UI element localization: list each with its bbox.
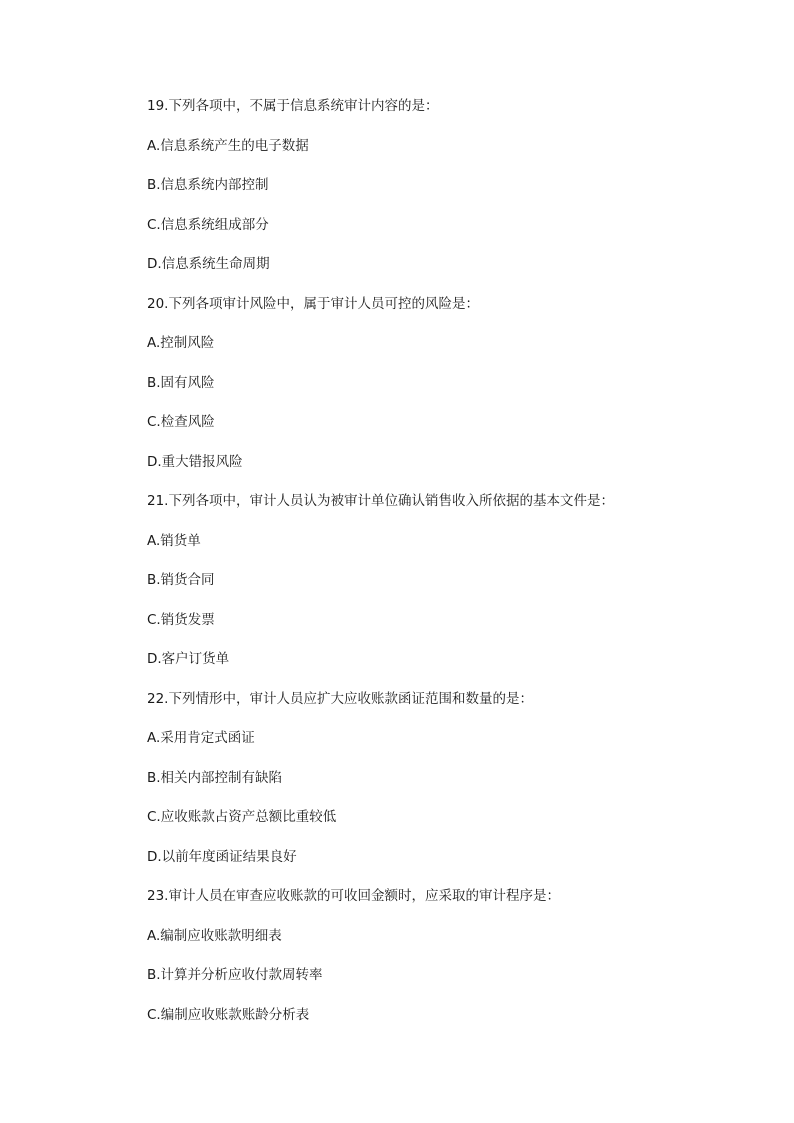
question-20-option-b: B.固有风险 bbox=[147, 375, 215, 391]
question-22-option-d: D.以前年度函证结果良好 bbox=[147, 849, 297, 865]
question-21-option-c: C.销货发票 bbox=[147, 612, 215, 628]
question-20-stem: 20.下列各项审计风险中，属于审计人员可控的风险是： bbox=[147, 296, 479, 312]
question-19-option-b: B.信息系统内部控制 bbox=[147, 177, 269, 193]
question-23-option-a: A.编制应收账款明细表 bbox=[147, 928, 282, 944]
question-20-option-a: A.控制风险 bbox=[147, 335, 215, 351]
question-20-option-d: D.重大错报风险 bbox=[147, 454, 243, 470]
question-23-stem: 23.审计人员在审查应收账款的可收回金额时，应采取的审计程序是： bbox=[147, 888, 560, 904]
question-23-option-b: B.计算并分析应收付款周转率 bbox=[147, 967, 323, 983]
question-21-option-a: A.销货单 bbox=[147, 533, 201, 549]
question-23-option-c: C.编制应收账款账龄分析表 bbox=[147, 1007, 310, 1023]
question-21-option-b: B.销货合同 bbox=[147, 572, 215, 588]
question-21-option-d: D.客户订货单 bbox=[147, 651, 230, 667]
question-22-option-a: A.采用肯定式函证 bbox=[147, 730, 255, 746]
question-21-stem: 21.下列各项中，审计人员认为被审计单位确认销售收入所依据的基本文件是： bbox=[147, 493, 614, 509]
question-19-stem: 19.下列各项中，不属于信息系统审计内容的是： bbox=[147, 98, 439, 114]
question-22-option-b: B.相关内部控制有缺陷 bbox=[147, 770, 283, 786]
question-19-option-a: A.信息系统产生的电子数据 bbox=[147, 138, 309, 154]
question-19-option-d: D.信息系统生命周期 bbox=[147, 256, 270, 272]
question-19-option-c: C.信息系统组成部分 bbox=[147, 217, 269, 233]
question-22-stem: 22.下列情形中，审计人员应扩大应收账款函证范围和数量的是： bbox=[147, 691, 533, 707]
question-22-option-c: C.应收账款占资产总额比重较低 bbox=[147, 809, 337, 825]
question-20-option-c: C.检查风险 bbox=[147, 414, 215, 430]
